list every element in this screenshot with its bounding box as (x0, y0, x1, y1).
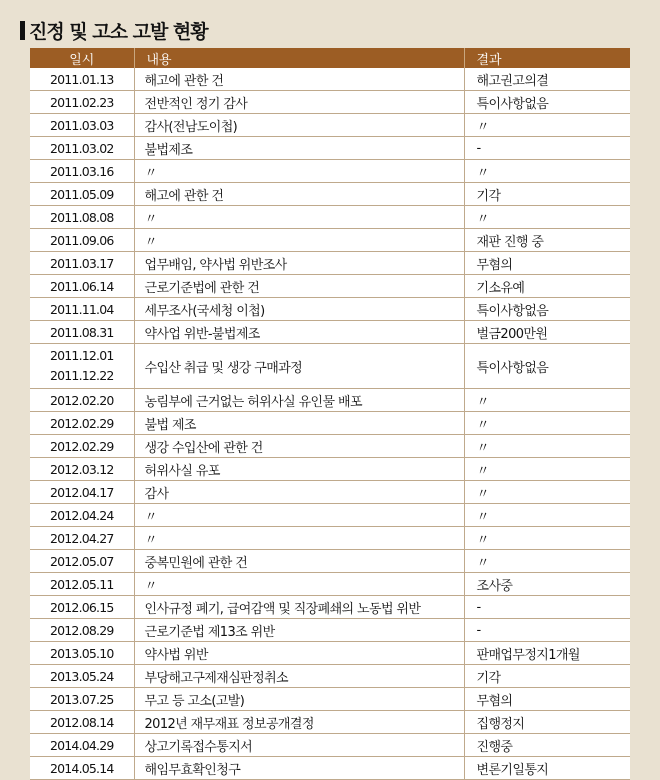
table-row (30, 481, 630, 504)
cell-content: 인사규정 폐기, 급여감액 및 직장폐쇄의 노동법 위반 (134, 596, 464, 619)
table-row (30, 206, 630, 229)
cell-result: 재판 진행 중 (464, 229, 630, 252)
table-row (30, 435, 630, 458)
cell-content: 농림부에 근거없는 허위사실 유인물 배포 (134, 389, 464, 412)
cell-result: - (464, 137, 630, 160)
table-row (30, 757, 630, 780)
cell-date: 2012.05.11 (30, 573, 134, 596)
table-row (30, 734, 630, 757)
cell-result: 특이사항없음 (464, 91, 630, 114)
cell-content: 상고기록접수통지서 (134, 734, 464, 757)
cell-date: 2012.04.27 (30, 527, 134, 550)
cell-date: 2011.01.13 (30, 68, 134, 91)
cell-date: 2011.09.06 (30, 229, 134, 252)
cell-content: 〃 (134, 527, 464, 550)
cell-date: 2014.05.14 (30, 757, 134, 780)
cell-result: 〃 (464, 527, 630, 550)
cell-content: 업무배임, 약사법 위반조사 (134, 252, 464, 275)
cell-date: 2014.04.29 (30, 734, 134, 757)
table-row (30, 137, 630, 160)
table-row (30, 91, 630, 114)
table-row (30, 183, 630, 206)
cell-result: 〃 (464, 114, 630, 137)
table-row (30, 389, 630, 412)
table-row (30, 711, 630, 734)
complaint-table (30, 48, 630, 780)
cell-result: 〃 (464, 504, 630, 527)
cell-content: 〃 (134, 206, 464, 229)
cell-result: 벌금200만원 (464, 321, 630, 344)
cell-result: 기각 (464, 665, 630, 688)
cell-result: 〃 (464, 435, 630, 458)
cell-date: 2012.08.14 (30, 711, 134, 734)
header-result: 결과 (464, 48, 630, 68)
cell-result: 특이사항없음 (464, 344, 630, 389)
cell-date: 2012.04.24 (30, 504, 134, 527)
table-row (30, 114, 630, 137)
cell-date: 2011.11.04 (30, 298, 134, 321)
cell-content: 근로기준법에 관한 건 (134, 275, 464, 298)
cell-date: 2011.08.08 (30, 206, 134, 229)
cell-result: 〃 (464, 389, 630, 412)
cell-result: 〃 (464, 160, 630, 183)
table-row (30, 504, 630, 527)
cell-content: 해고에 관한 건 (134, 183, 464, 206)
cell-result: 〃 (464, 481, 630, 504)
cell-result: 특이사항없음 (464, 298, 630, 321)
cell-content: 무고 등 고소(고발) (134, 688, 464, 711)
cell-content: 부당해고구제재심판정취소 (134, 665, 464, 688)
table-body (30, 68, 630, 780)
cell-date: 2012.02.29 (30, 412, 134, 435)
cell-date: 2011.03.03 (30, 114, 134, 137)
cell-content: 불법 제조 (134, 412, 464, 435)
cell-result: 판매업무정지1개월 (464, 642, 630, 665)
cell-result: 해고권고의결 (464, 68, 630, 91)
table-row (30, 68, 630, 91)
cell-content: 전반적인 정기 감사 (134, 91, 464, 114)
table-header-row (30, 48, 630, 68)
cell-date: 2013.05.24 (30, 665, 134, 688)
cell-date: 2011.02.23 (30, 91, 134, 114)
table-row (30, 344, 630, 389)
table-row (30, 550, 630, 573)
cell-result: 진행중 (464, 734, 630, 757)
cell-result: 기소유예 (464, 275, 630, 298)
cell-result: - (464, 596, 630, 619)
cell-content: 세무조사(국세청 이첩) (134, 298, 464, 321)
table-row (30, 458, 630, 481)
table-row (30, 527, 630, 550)
cell-date (30, 344, 134, 389)
cell-date: 2012.04.17 (30, 481, 134, 504)
page-title (20, 17, 208, 44)
table-row (30, 665, 630, 688)
cell-result: 조사중 (464, 573, 630, 596)
cell-content: 감사 (134, 481, 464, 504)
table-row (30, 252, 630, 275)
table-row (30, 619, 630, 642)
table-row (30, 688, 630, 711)
table-row (30, 160, 630, 183)
table-row (30, 412, 630, 435)
cell-content: 〃 (134, 160, 464, 183)
cell-result: 무혐의 (464, 252, 630, 275)
cell-content: 중복민원에 관한 건 (134, 550, 464, 573)
cell-date: 2013.05.10 (30, 642, 134, 665)
cell-content: 〃 (134, 229, 464, 252)
header-content: 내용 (134, 48, 464, 68)
cell-content: 해고에 관한 건 (134, 68, 464, 91)
cell-date: 2012.02.20 (30, 389, 134, 412)
cell-content: 불법제조 (134, 137, 464, 160)
title-text: 진정 및 고소 고발 현황 (29, 21, 208, 43)
cell-date: 2011.06.14 (30, 275, 134, 298)
cell-result: 〃 (464, 550, 630, 573)
cell-date: 2012.06.15 (30, 596, 134, 619)
table-row (30, 596, 630, 619)
cell-date-start: 2011.12.01 (49, 348, 114, 363)
cell-content: 생강 수입산에 관한 건 (134, 435, 464, 458)
cell-date: 2011.03.17 (30, 252, 134, 275)
cell-date: 2012.05.07 (30, 550, 134, 573)
cell-content: 약사법 위반 (134, 642, 464, 665)
cell-result: 〃 (464, 458, 630, 481)
cell-date: 2011.03.16 (30, 160, 134, 183)
cell-content: 근로기준법 제13조 위반 (134, 619, 464, 642)
cell-content: 허위사실 유포 (134, 458, 464, 481)
cell-content: 감사(전남도이첩) (134, 114, 464, 137)
cell-date: 2012.03.12 (30, 458, 134, 481)
table-row (30, 275, 630, 298)
table-row (30, 298, 630, 321)
cell-date: 2012.02.29 (30, 435, 134, 458)
cell-date: 2011.05.09 (30, 183, 134, 206)
cell-content: 2012년 재무재표 정보공개결정 (134, 711, 464, 734)
cell-content: 〃 (134, 504, 464, 527)
cell-date: 2012.08.29 (30, 619, 134, 642)
cell-date: 2011.03.02 (30, 137, 134, 160)
title-marker (20, 21, 25, 40)
cell-date: 2011.08.31 (30, 321, 134, 344)
cell-result: 집행정지 (464, 711, 630, 734)
cell-result: 변론기일통지 (464, 757, 630, 780)
cell-content: 수입산 취급 및 생강 구매과정 (134, 344, 464, 389)
cell-date-end: 2011.12.22 (49, 368, 114, 383)
cell-result: 〃 (464, 206, 630, 229)
cell-result: - (464, 619, 630, 642)
cell-date: 2013.07.25 (30, 688, 134, 711)
cell-result: 〃 (464, 412, 630, 435)
table-row (30, 229, 630, 252)
cell-result: 기각 (464, 183, 630, 206)
table-row (30, 642, 630, 665)
cell-content: 해임무효확인청구 (134, 757, 464, 780)
cell-result: 무혐의 (464, 688, 630, 711)
cell-content: 〃 (134, 573, 464, 596)
table-row (30, 573, 630, 596)
cell-content: 약사업 위반-불법제조 (134, 321, 464, 344)
header-date: 일시 (30, 48, 134, 68)
table-row (30, 321, 630, 344)
